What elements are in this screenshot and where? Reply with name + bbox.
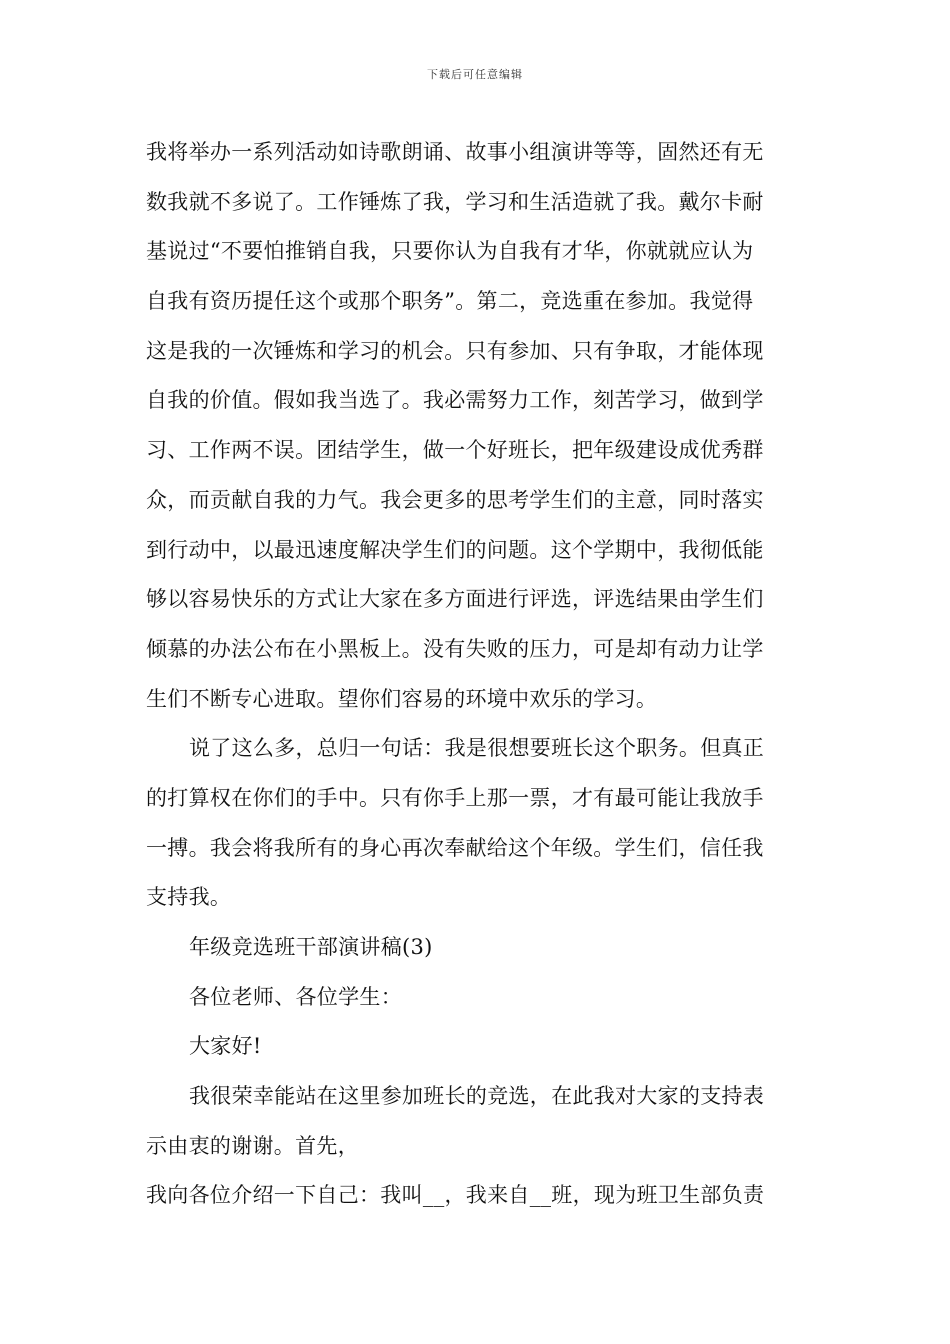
body-line: 到行动中，以最迅速度解决学生们的问题。这个学期中，我彻低能 — [146, 537, 764, 562]
section-title: 年级竞选班干部演讲稿(3) — [189, 935, 433, 959]
body-line: 支持我。 — [146, 885, 232, 910]
body-line: 自我的价值。假如我当选了。我必需努力工作，刻苦学习，做到学 — [146, 388, 764, 413]
page-header: 下载后可任意编辑 — [427, 68, 523, 81]
salutation: 各位老师、各位学生： — [189, 984, 402, 1009]
body-line: 习、工作两不误。团结学生，做一个好班长，把年级建设成优秀群 — [146, 438, 764, 463]
body-line: 我向各位介绍一下自己：我叫__，我来自__班，现为班卫生部负责 — [146, 1183, 765, 1208]
body-line: 这是我的一次锤炼和学习的机会。只有参加、只有争取，才能体现 — [146, 338, 764, 363]
document-body — [146, 128, 806, 1221]
greeting: 大家好! — [189, 1034, 262, 1059]
body-line: 生们不断专心进取。望你们容易的环境中欢乐的学习。 — [146, 686, 658, 711]
body-line: 倾慕的办法公布在小黑板上。没有失败的压力，可是却有动力让学 — [146, 636, 764, 661]
body-line: 一搏。我会将我所有的身心再次奉献给这个年级。学生们，信任我 — [146, 835, 764, 860]
body-line: 的打算权在你们的手中。只有你手上那一票，才有最可能让我放手 — [146, 785, 764, 810]
body-line: 我将举办一系列活动如诗歌朗诵、故事小组演讲等等，固然还有无 — [146, 140, 764, 164]
body-line: 基说过“不要怕推销自我，只要你认为自我有才华，你就就应认为 — [146, 239, 754, 264]
body-line: 自我有资历提任这个或那个职务”。第二，竞选重在参加。我觉得 — [146, 289, 754, 314]
body-line: 够以容易快乐的方式让大家在多方面进行评选，评选结果由学生们 — [146, 587, 764, 612]
body-line: 数我就不多说了。工作锤炼了我，学习和生活造就了我。戴尔卡耐 — [146, 189, 764, 214]
body-line: 说了这么多，总归一句话：我是很想要班长这个职务。但真正 — [189, 736, 765, 761]
body-line: 我很荣幸能站在这里参加班长的竞选，在此我对大家的支持表 — [189, 1084, 765, 1109]
body-line: 示由衷的谢谢。首先， — [146, 1133, 359, 1158]
body-line: 众，而贡献自我的力气。我会更多的思考学生们的主意，同时落实 — [146, 487, 764, 512]
